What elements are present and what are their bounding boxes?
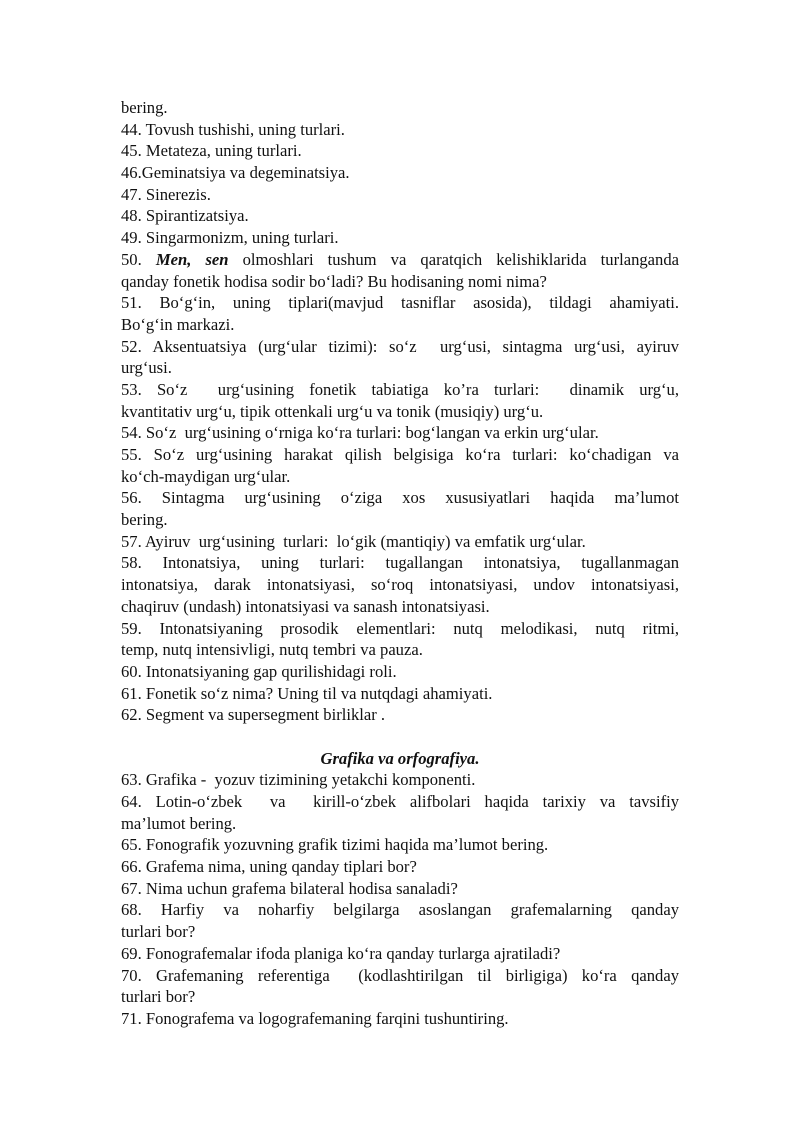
- document-line: 71. Fonografema va logografemaning farqini tushuntiring.: [121, 1008, 509, 1028]
- document-line: 67. Nima uchun grafema bilateral hodisa sanaladi?: [121, 878, 458, 898]
- document-line: 45. Metateza, uning turlari.: [121, 141, 302, 161]
- document-line: urg‘usi.: [121, 358, 172, 378]
- document-line: Bo‘g‘in markazi.: [121, 314, 235, 334]
- document-line: 53. So‘z urg‘usining fonetik tabiatiga ko’ra turlari: dinamik urg‘u,: [121, 379, 679, 399]
- document-line: chaqiruv (undash) intonatsiyasi va sanash intonatsiyasi.: [121, 596, 490, 616]
- document-line: bering.: [121, 98, 168, 117]
- document-line: 66. Grafema nima, uning qanday tiplari bor?: [121, 857, 417, 877]
- document-page: [121, 97, 679, 1030]
- document-line: 58. Intonatsiya, uning turlari: tugallangan intonatsiya, tugallanmagan: [121, 553, 679, 573]
- document-line: kvantitativ urg‘u, tipik ottenkali urg‘u va tonik (musiqiy) urg‘u.: [121, 401, 544, 421]
- document-line: turlari bor?: [121, 987, 196, 1007]
- document-line: 56. Sintagma urg‘usining o‘ziga xos xususiyatlari haqida ma’lumot: [121, 488, 679, 508]
- document-line: 54. So‘z urg‘usining o‘rniga ko‘ra turlari: bog‘langan va erkin urg‘ular.: [121, 423, 599, 443]
- question-list-1: [121, 97, 679, 249]
- document-line: 59. Intonatsiyaning prosodik elementlari: nutq melodikasi, nutq ritmi,: [121, 618, 679, 638]
- question-item-50: [121, 249, 679, 271]
- document-line: 49. Singarmonizm, uning turlari.: [121, 228, 339, 248]
- document-line: 64. Lotin-o‘zbek va kirill-o‘zbek alifbolari haqida tarixiy va tavsifiy: [121, 792, 679, 811]
- document-line: 52. Aksentuatsiya (urg‘ular tizimi): so‘z urg‘usi, sintagma urg‘usi, ayiruv: [121, 336, 679, 356]
- document-line: 47. Sinerezis.: [121, 184, 211, 204]
- document-line: 44. Tovush tushishi, uning turlari.: [121, 119, 345, 139]
- item-50-number: 50.: [121, 249, 156, 269]
- document-line: 65. Fonografik yozuvning grafik tizimi haqida ma’lumot bering.: [121, 835, 549, 855]
- document-line: intonatsiya, darak intonatsiyasi, so‘roq intonatsiyasi, undov intonatsiyasi,: [121, 575, 679, 595]
- document-line: 68. Harfiy va noharfiy belgilarga asoslangan grafemalarning qanday: [121, 900, 679, 920]
- document-line: 57. Ayiruv urg‘usining turlari: lo‘gik (mantiqiy) va emfatik urg‘ular.: [121, 531, 586, 551]
- document-line: bering.: [121, 510, 168, 530]
- document-line: ma’lumot bering.: [121, 813, 237, 833]
- document-line: 63. Grafika - yozuv tizimining yetakchi komponenti.: [121, 770, 476, 790]
- document-line: turlari bor?: [121, 922, 196, 942]
- document-line: 51. Bo‘g‘in, uning tiplari(mavjud tasniflar asosida), tildagi ahamiyati.: [121, 293, 679, 313]
- document-line: 69. Fonografemalar ifoda planiga ko‘ra qanday turlarga ajratiladi?: [121, 943, 561, 963]
- item-50-emphasis: Men, sen: [155, 249, 229, 269]
- question-list-2: [121, 292, 679, 726]
- document-line: ko‘ch-maydigan urg‘ular.: [121, 466, 291, 486]
- section-heading: Grafika va orfografiya.: [320, 748, 480, 768]
- document-line: 55. So‘z urg‘usining harakat qilish belgisiga ko‘ra turlari: ko‘chadigan va: [121, 445, 679, 464]
- document-line: 48. Spirantizatsiya.: [121, 206, 249, 226]
- document-line: 60. Intonatsiyaning gap qurilishidagi roli.: [121, 661, 397, 681]
- question-list-3: [121, 769, 679, 1029]
- spacer: [121, 726, 679, 748]
- document-line: 46.Geminatsiya va degeminatsiya.: [121, 163, 350, 183]
- document-line: temp, nutq intensivligi, nutq tembri va pauza.: [121, 640, 423, 660]
- document-line: 70. Grafemaning referentiga (kodlashtirilgan til birligiga) ko‘ra qanday: [121, 965, 679, 985]
- item-50-text: olmoshlari tushum va qaratqich kelishiklarida turlanganda: [228, 249, 679, 269]
- question-item-50-cont: qanday fonetik hodisa sodir bo‘ladi? Bu hodisaning nomi nima?: [121, 271, 547, 291]
- document-line: 62. Segment va supersegment birliklar .: [121, 705, 386, 725]
- document-line: 61. Fonetik so‘z nima? Uning til va nutqdagi ahamiyati.: [121, 683, 493, 703]
